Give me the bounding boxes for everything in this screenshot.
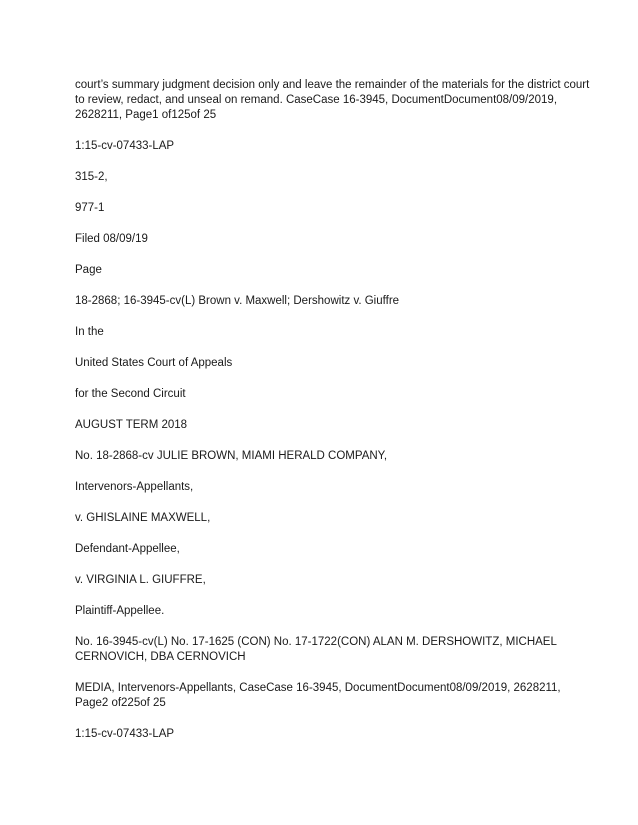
circuit-line: for the Second Circuit (75, 388, 186, 400)
party-role-line: Plaintiff-Appellee. (75, 605, 165, 617)
case-caption-line: 18-2868; 16-3945-cv(L) Brown v. Maxwell; Dershowitz v. Giuffre (75, 295, 400, 307)
page-label-line: Page (75, 264, 102, 276)
document-number-line: 315-2, (75, 171, 108, 183)
case-number-line: 1:15-cv-07433-LAP (75, 140, 175, 152)
docket-line: No. 18-2868-cv JULIE BROWN, MIAMI HERALD COMPANY, (75, 450, 388, 462)
court-heading-line: In the (75, 326, 104, 338)
parties-paragraph: MEDIA, Intervenors-Appellants, CaseCase 16-3945, DocumentDocument08/09/2019, 2628211, Page2 of225of 25 (75, 682, 561, 709)
case-number-line: 1:15-cv-07433-LAP (75, 728, 175, 740)
docket-line: No. 16-3945-cv(L) No. 17-1625 (CON) No. 17-1722(CON) ALAN M. DERSHOWITZ, MICHAEL CERNOVICH, DBA CERNOVICH (75, 636, 557, 663)
party-name-line: v. GHISLAINE MAXWELL, (75, 512, 211, 524)
court-name-line: United States Court of Appeals (75, 357, 233, 369)
party-role-line: Defendant-Appellee, (75, 543, 180, 555)
party-name-line: v. VIRGINIA L. GIUFFRE, (75, 574, 206, 586)
term-line: AUGUST TERM 2018 (75, 419, 188, 431)
intro-paragraph: court’s summary judgment decision only and leave the remainder of the materials for the district court to review, redact, and unseal on remand. CaseCase 16-3945, DocumentDocument08/09/2019, 2628211, Page1 of125of 25 (75, 79, 590, 121)
document-number-line: 977-1 (75, 202, 105, 214)
party-role-line: Intervenors-Appellants, (75, 481, 194, 493)
filed-date-line: Filed 08/09/19 (75, 233, 148, 245)
